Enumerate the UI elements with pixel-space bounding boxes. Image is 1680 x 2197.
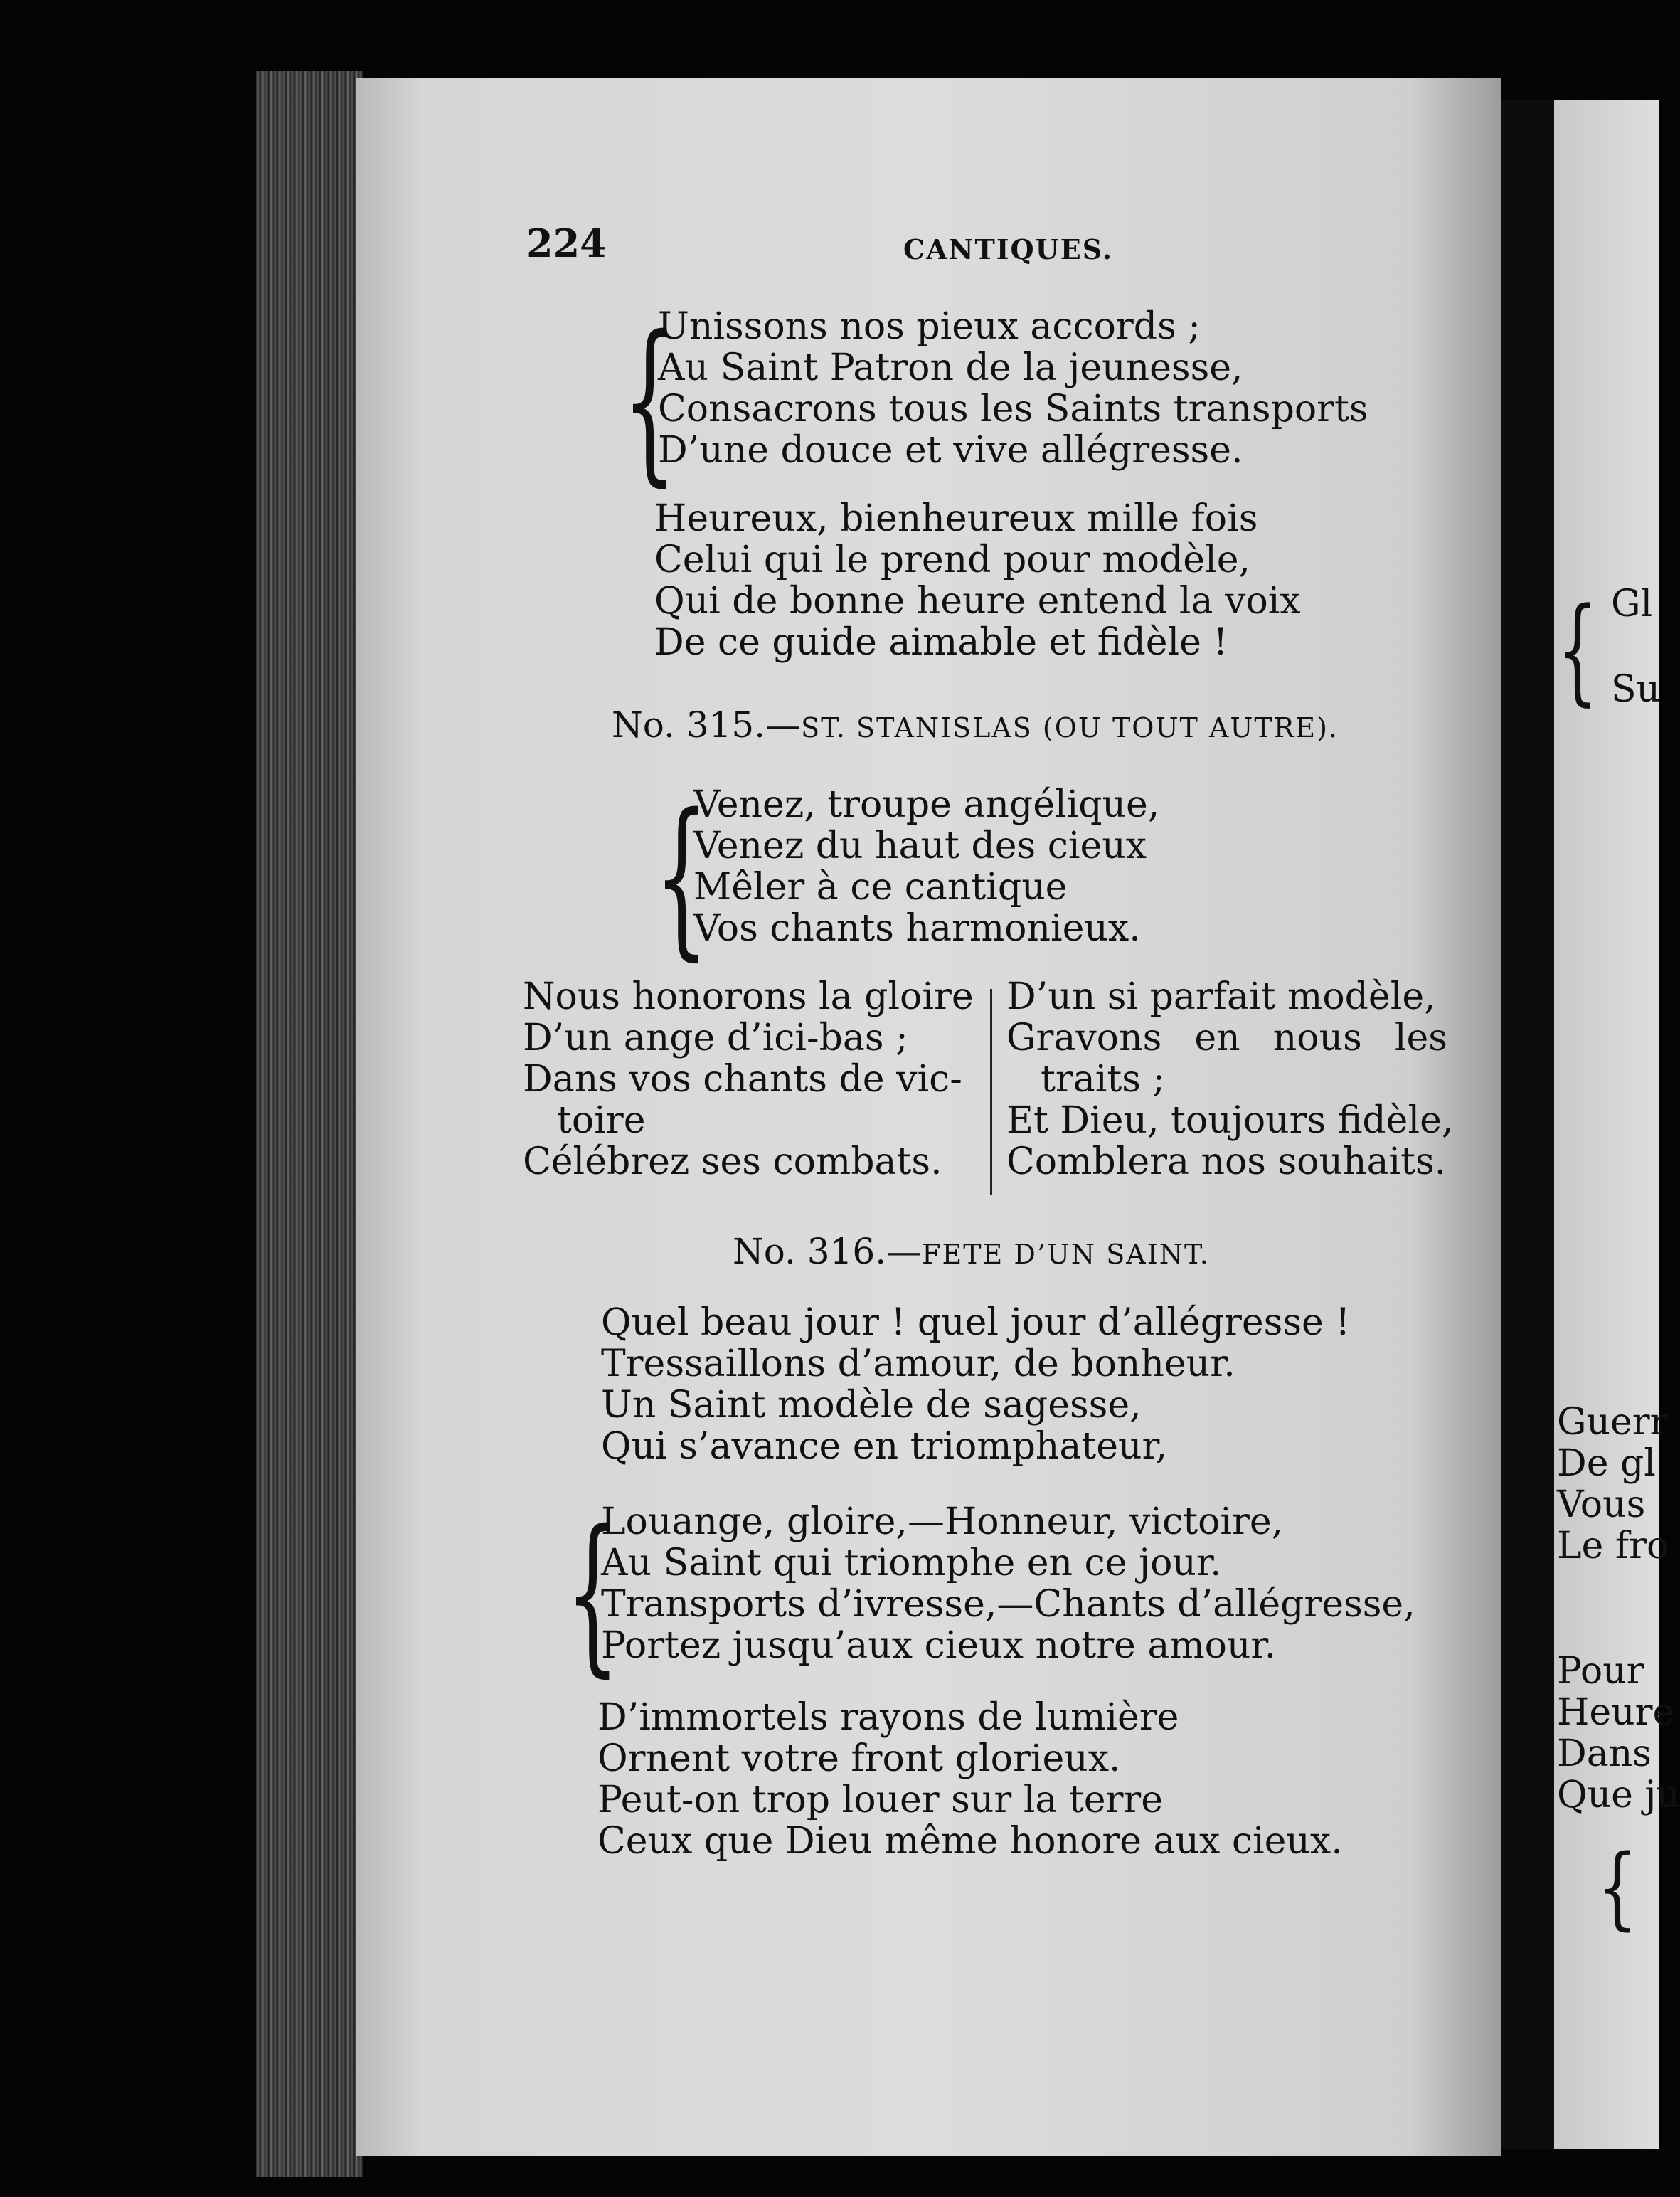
verse-line: Transports d’ivresse,—Chants d’allégresse, (601, 1583, 1415, 1626)
brace-icon: { (654, 779, 709, 977)
verse-line: Unissons nos pieux accords ; (658, 305, 1201, 348)
stanza-refrain-5 (601, 1501, 1415, 1666)
brace-icon: { (1597, 1836, 1638, 1940)
verse-line: Et Dieu, toujours fidèle, (1006, 1099, 1454, 1142)
verse-line: Ceux que Dieu même honore aux cieux. (597, 1820, 1343, 1863)
fragment: Vous (1557, 1483, 1646, 1526)
hymn-title: FETE D’UN SAINT. (922, 1239, 1210, 1270)
verse-line: D’une douce et vive allégresse. (658, 429, 1243, 472)
fragment: Heure (1557, 1691, 1675, 1734)
word: les (1394, 1017, 1447, 1059)
verse-line: traits ; (1041, 1058, 1166, 1101)
stanza-refrain-1 (658, 306, 1368, 471)
column-left (523, 976, 974, 1182)
verse-line: Vos chants harmonieux. (693, 907, 1141, 950)
stanza-refrain-3 (693, 784, 1159, 949)
verse-line: Heureux, bienheureux mille fois (654, 497, 1258, 540)
verse-line: Ornent votre front glorieux. (597, 1737, 1121, 1780)
stanza-verse-2 (654, 498, 1301, 663)
verse-line: Peut-on trop louer sur la terre (597, 1779, 1164, 1821)
verse-line: Louange, gloire,—Honneur, victoire, (601, 1500, 1284, 1543)
verse-line: Celui qui le prend pour modèle, (654, 539, 1251, 581)
verse-line: De ce guide aimable et fidèle ! (654, 621, 1228, 664)
verse-line: Qui s’avance en triomphateur, (601, 1425, 1168, 1468)
brace-icon: { (565, 1495, 620, 1693)
hymn-title: ST. STANISLAS (OU TOUT AUTRE). (801, 712, 1339, 743)
stanza-verse-4 (601, 1302, 1350, 1467)
hymn-number: No. 315.— (612, 704, 802, 746)
hymn-heading-316 (733, 1231, 1210, 1272)
word: en (1194, 1017, 1240, 1059)
verse-line: Venez, troupe angélique, (693, 783, 1160, 826)
brace-icon: { (1557, 583, 1598, 718)
stanza-verse-6 (597, 1697, 1343, 1862)
verse-line: D’un si parfait modèle, (1006, 975, 1436, 1018)
verse-line: Comblera nos souhaits. (1006, 1140, 1447, 1183)
page-number: 224 (526, 221, 607, 266)
verse-line: Tressaillons d’amour, de bonheur. (601, 1343, 1235, 1385)
fragment: De gl (1557, 1442, 1656, 1485)
verse-line: Célébrez ses combats. (523, 1140, 942, 1183)
word: nous (1272, 1017, 1362, 1059)
verse-line: Portez jusqu’aux cieux notre amour. (601, 1624, 1277, 1667)
facing-page-edge (1554, 100, 1680, 2149)
column-divider (990, 989, 992, 1195)
verse-line: D’un ange d’ici-bas ; (523, 1017, 908, 1059)
verse-line: Au Saint Patron de la jeunesse, (658, 346, 1243, 389)
verse-line: Qui de bonne heure entend la voix (654, 580, 1301, 623)
brace-icon: { (622, 300, 677, 503)
fragment: Dans (1557, 1732, 1652, 1775)
verse-line: Nous honorons la gloire (523, 975, 974, 1018)
verse-line: toire (557, 1099, 646, 1142)
hymn-number: No. 316.— (733, 1231, 923, 1272)
book-spine-edge (256, 71, 363, 2177)
fragment: Le fro (1557, 1525, 1669, 1567)
hymn-heading-315 (612, 704, 1339, 746)
running-title: CANTIQUES. (903, 233, 1114, 265)
verse-line: Mêler à ce cantique (693, 866, 1068, 909)
verse-line: Un Saint modèle de sagesse, (601, 1384, 1142, 1426)
word: Gravons (1006, 1017, 1162, 1059)
book-gutter (1501, 100, 1554, 2149)
column-right (1006, 976, 1453, 1182)
verse-line: Au Saint qui triomphe en ce jour. (601, 1542, 1222, 1584)
verse-line: Consacrons tous les Saints transports (658, 388, 1368, 430)
verse-line: Quel beau jour ! quel jour d’allégresse ! (601, 1301, 1351, 1344)
verse-line: Venez du haut des cieux (693, 825, 1147, 867)
verse-line (1006, 1017, 1447, 1059)
fragment: Pour (1557, 1650, 1644, 1693)
fragment: Su (1611, 668, 1661, 711)
fragment: Guerr (1557, 1401, 1668, 1444)
fragment: Gl (1611, 583, 1653, 625)
verse-line: D’immortels rayons de lumière (597, 1696, 1179, 1739)
fragment: Que ju (1557, 1774, 1680, 1816)
verse-line: Dans vos chants de vic- (523, 1058, 962, 1101)
book-page (356, 78, 1501, 2156)
